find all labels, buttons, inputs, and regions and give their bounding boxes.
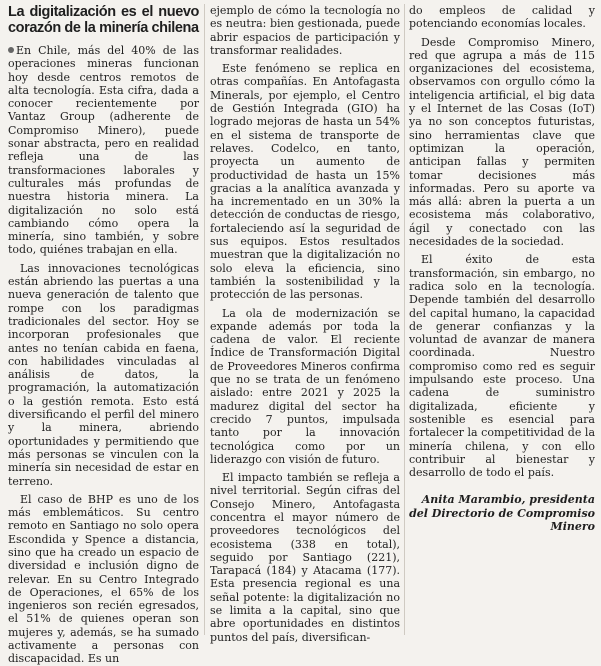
paragraph: Desde Compromiso Minero, red que agrupa a más de 115 organizaciones del ecosistema, observamos con orgullo cómo la inteligencia artificial, el big data y el Internet de las Cosas (IoT) ya no son conceptos futuristas, sino herramientas clave que optimizan la operación, anticipan fallas y permiten tomar decisiones más informadas. Pero su aporte va más allá: abren la puerta a un ecosistema más colaborativo, ágil y conectado con las necesidades de la sociedad. xyxy=(409,35,595,249)
paragraph: El impacto también se refleja a nivel territorial. Según cifras del Consejo Minero, Antofagasta concentra el mayor número de proveedores tecnológicos del ecosistema (338 en total), seguido por Santiago (221), Tarapacá (184) y Atacama (177). Esta presencia regional es una señal potente: la digitalización no se limita a la capital, sino que abre oportunidades en distintos puntos del país, diversifican- xyxy=(210,471,400,644)
paragraph: ejemplo de cómo la tecnología no es neutra: bien gestionada, puede abrir espacios de participación y transformar realidades. xyxy=(210,4,400,57)
column-divider xyxy=(204,4,205,635)
column-2 xyxy=(210,4,400,643)
bullet-icon xyxy=(8,47,14,53)
paragraph: La ola de modernización se expande además por toda la cadena de valor. El reciente Índice de Transformación Digital de Proveedores Mineros confirma que no se trata de un fenómeno aislado: entre 2021 y 2025 la madurez digital del sector ha crecido 7 puntos, impulsada tanto por la innovación tecnológica como por un liderazgo con visión de futuro. xyxy=(210,306,400,466)
column-divider xyxy=(404,4,405,635)
column-1 xyxy=(8,4,199,666)
column-3 xyxy=(409,4,595,643)
author-signature: Anita Marambio, presidenta del Directorio de Compromiso Minero xyxy=(409,493,595,533)
paragraph: En Chile, más del 40% de las operaciones mineras funcionan hoy desde centros remotos de alta tecnología. Esta cifra, dada a conocer recientemente por Vantaz Group (adherente de Compromiso Minero), puede sonar abstracta, pero en realidad refleja una de las transformaciones laborales y culturales más profundas de nuestra historia minera. La digitalización no solo está cambiando cómo opera la minería, sino también, y sobre todo, quiénes trabajan en ella. xyxy=(8,44,199,257)
paragraph: El caso de BHP es uno de los más emblemáticos. Su centro remoto en Santiago no solo opera Escondida y Spence a distancia, sino que ha creado un espacio de diversidad e inclusión digno de relevar. En su Centro Integrado de Operaciones, el 65% de los ingenieros son recién egresados, el 51% de quienes operan son mujeres y, además, se ha sumado activamente a personas con discapacidad. Es un xyxy=(8,492,199,666)
paragraph: Este fenómeno se replica en otras compañías. En Antofagasta Minerals, por ejemplo, el Centro de Gestión Integrada (GIO) ha logrado mejoras de hasta un 54% en el sistema de transporte de relaves. Codelco, en tanto, proyecta un aumento de productividad de hasta un 15% gracias a la analítica avanzada y ha incrementado en un 30% la detección de conductas de riesgo, fortaleciendo así la seguridad de sus equipos. Estos resultados muestran que la digitalización no solo eleva la eficiencia, sino también la sostenibilidad y la protección de las personas. xyxy=(210,62,400,302)
paragraph: do empleos de calidad y potenciando economías locales. xyxy=(409,4,595,31)
paragraph: El éxito de esta transformación, sin embargo, no radica solo en la tecnología. Depende también del desarrollo del capital humano, la capacidad de generar confianzas y la voluntad de avanzar de manera coordinada. Nuestro compromiso como red es seguir impulsando este proceso. Una cadena de suministro digitalizada, eficiente y sostenible es esencial para fortalecer la competitividad de la minería chilena, y con ello contribuir al bienestar y desarrollo de todo el país. xyxy=(409,253,595,480)
paragraph: Las innovaciones tecnológicas están abriendo las puertas a una nueva generación de talento que rompe con los paradigmas tradicionales del sector. Hoy se incorporan profesionales que antes no tenían cabida en faena, con habilidades vinculadas al análisis de datos, la programación, la automatización o la gestión remota. Esto está diversificando el perfil del minero y la minera, abriendo oportunidades y permitiendo que más personas se vinculen con la minería sin necesidad de estar en terreno. xyxy=(8,261,199,488)
article-title: La digitalización es el nuevo corazón de la minería chilena xyxy=(8,4,199,36)
